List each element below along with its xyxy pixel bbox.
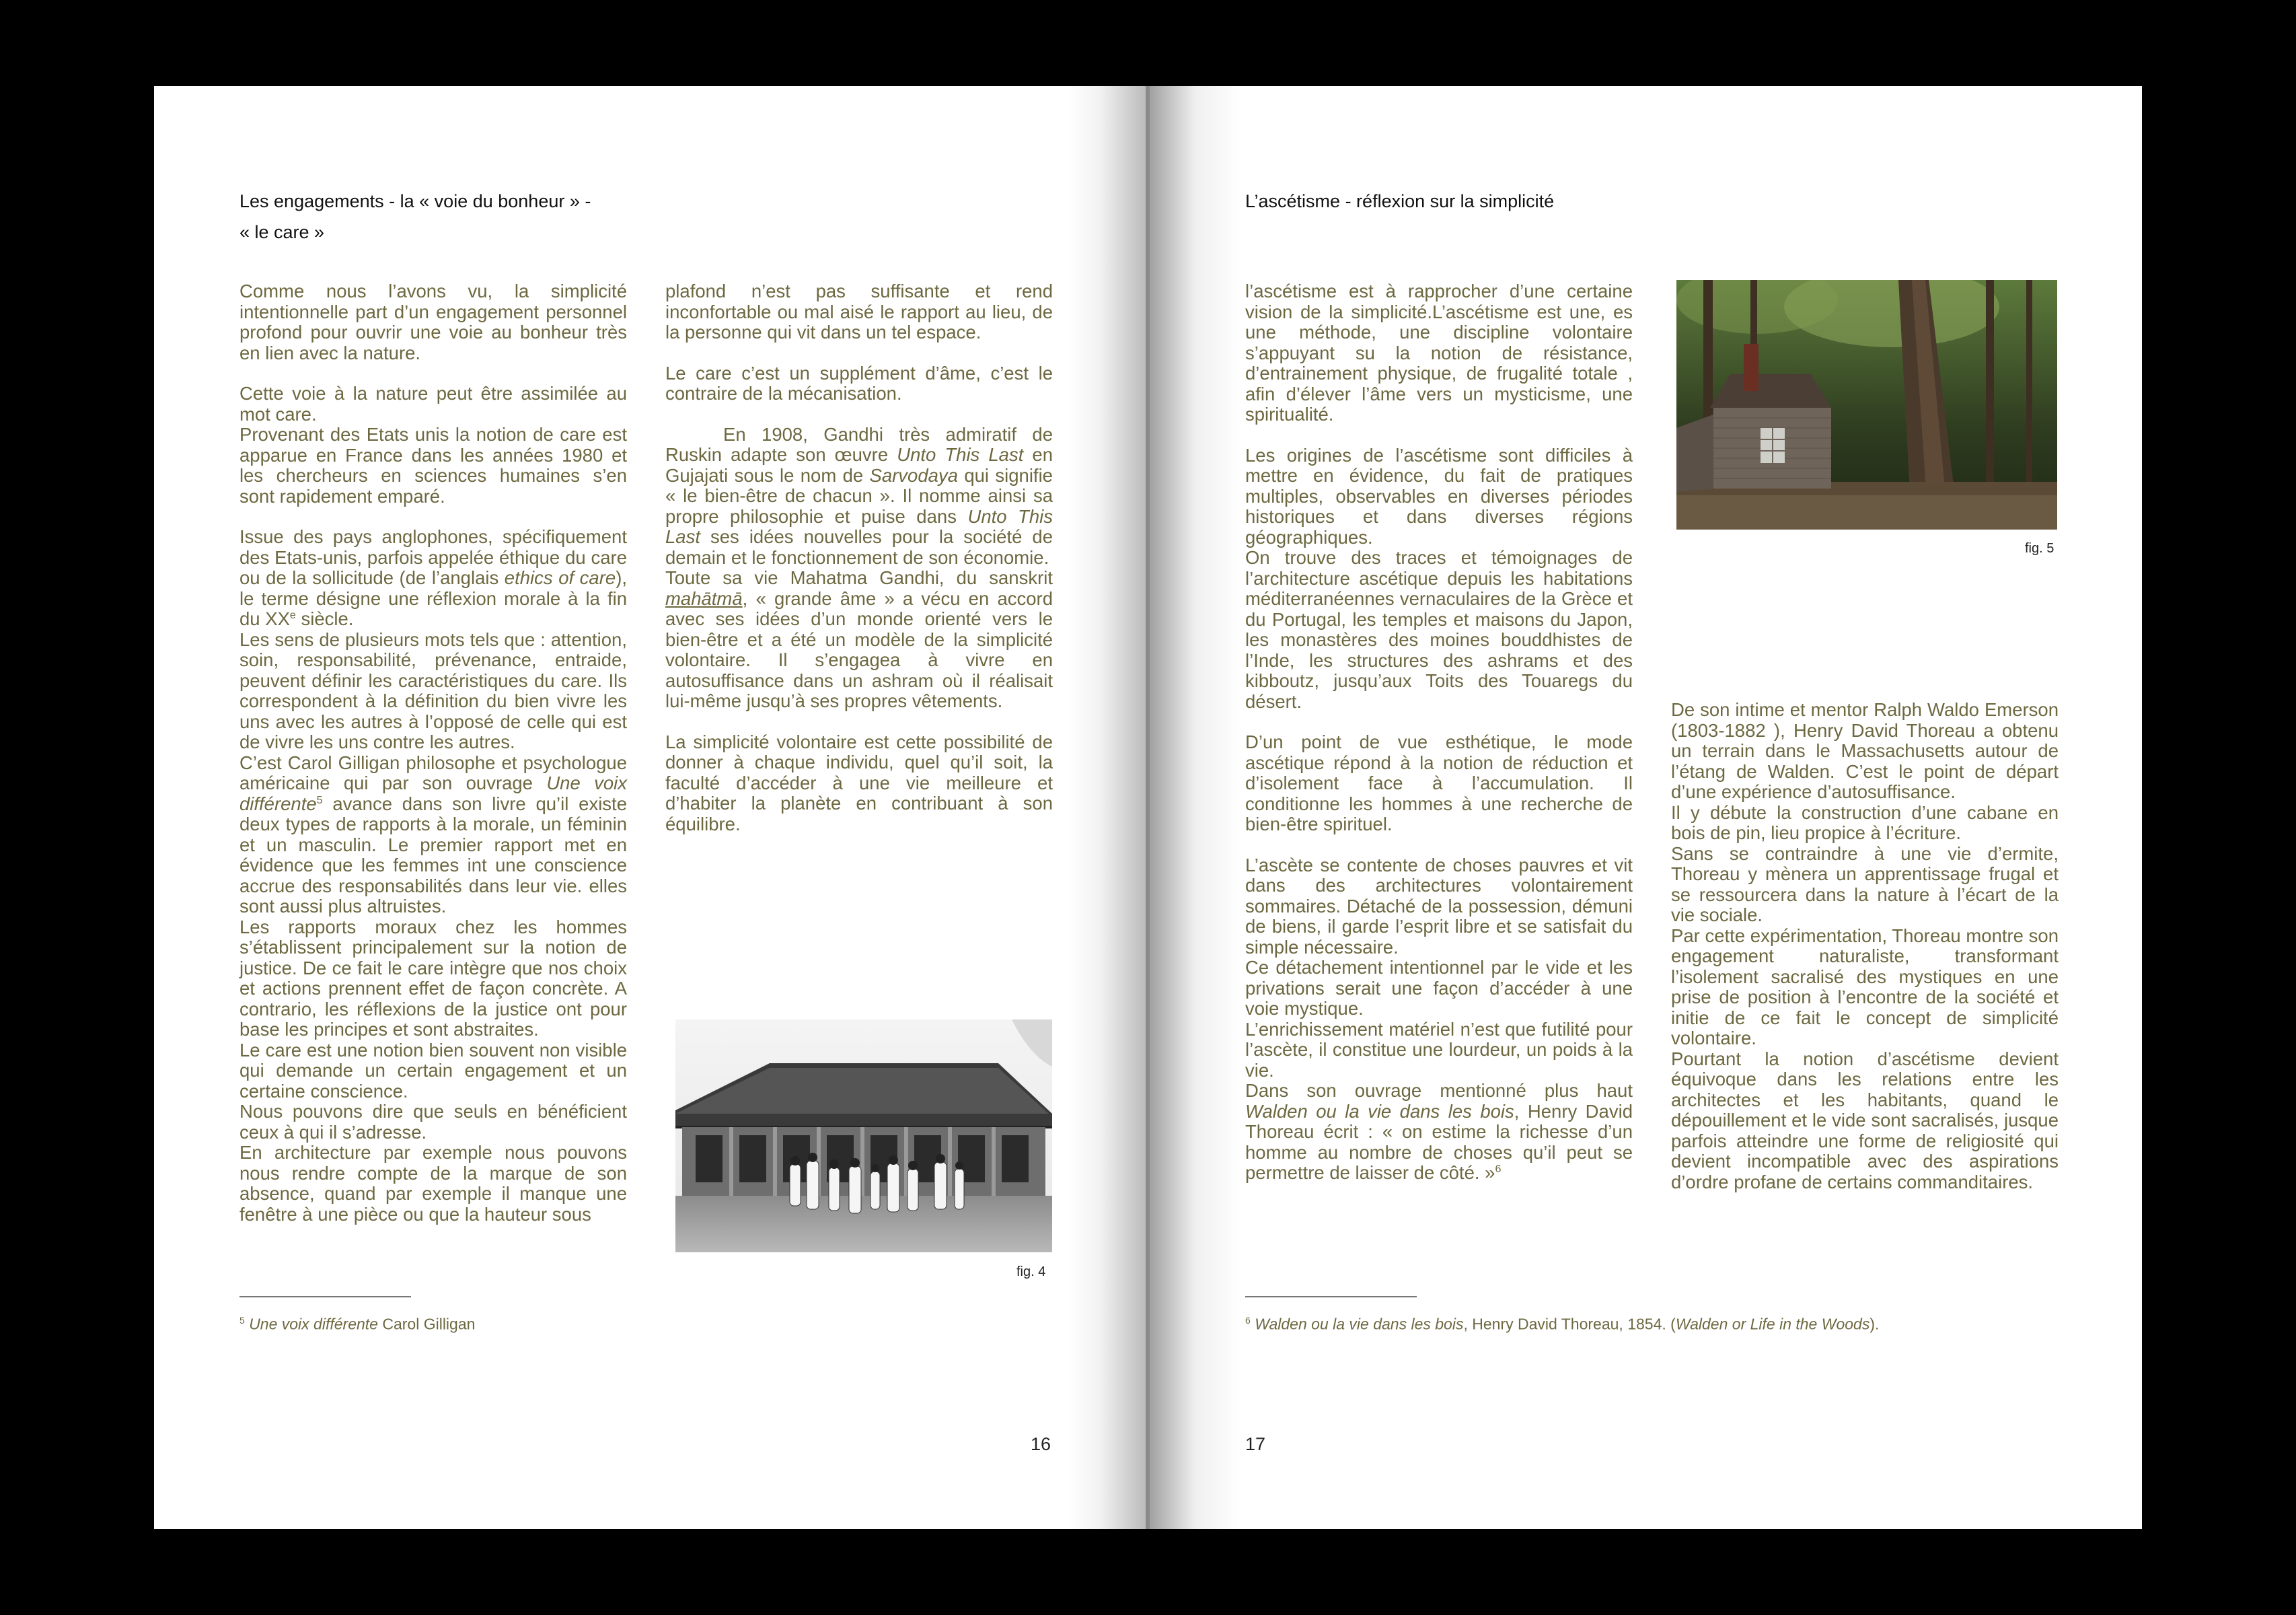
footnote-rule (239, 1296, 411, 1297)
paragraph: Toute sa vie Mahatma Gandhi, du sanskrit mahātmā, « grande âme » a vécu en accord avec ses idées d’un monde orienté vers le bien-être et a été un modèle de la simplicité volontaire. Il s’engagea à vivre en autosuffisance dans un ashram où il réalisait lui-même jusqu’à ses propres vêtements. (665, 567, 1053, 711)
left-gutter-shadow (1068, 86, 1148, 1529)
paragraph: L’ascète se contente de choses pauvres et vit dans des architectures volontairement sommaires. Détaché de la possession, démuni de biens, il garde l’esprit libre et se satisfait du simple nécessaire. (1245, 854, 1633, 958)
book-spread (154, 86, 2142, 1529)
left-column-2 (665, 281, 1053, 855)
paragraph: Comme nous l’avons vu, la simplicité intentionnelle part d’un engagement personnel profond pour ouvrir une voie au bonheur très en lien avec la nature. (239, 281, 627, 363)
left-page-heading (239, 186, 591, 248)
footnote-6: $^6$ Walden ou la vie dans les bois, Henry David Thoreau, 1854. (Walden or Life in the Woods). (1245, 1315, 1880, 1333)
paragraph: L’enrichissement matériel n’est que futilité pour l’ascète, il constitue une lourdeur, un poids à la vie. (1245, 1018, 1633, 1081)
page-number-16: 16 (1031, 1434, 1051, 1454)
left-heading-line2: « le care » (239, 222, 325, 242)
right-page-heading: L’ascétisme - réflexion sur la simplicité (1245, 191, 1555, 211)
paragraph: Il y débute la construction d’une cabane en bois de pin, lieu propice à l’écriture. (1671, 801, 2059, 843)
paragraph: Issue des pays anglophones, spécifiquement des Etats-unis, parfois appelée éthique du care ou de la sollicitude (de l’anglais ethics of care), le terme désigne une réflexion morale à la fin du XXe siècle. (239, 526, 627, 629)
paragraph: Ce détachement intentionnel par le vide et les privations serait une façon d’accéder à une voie mystique. (1245, 957, 1633, 1019)
paragraph: Les origines de l’ascétisme sont difficiles à mettre en évidence, du fait de pratiques multiples, observables en diverses périodes historiques et dans diverses régions géographiques. (1245, 444, 1633, 548)
paragraph: En 1908, Gandhi très admiratif de Ruskin adapte son œuvre Unto This Last en Gujajati sous le nom de Sarvodaya qui signifie « le bien-être de chacun ». Il nomme ainsi sa propre philosophie et puise dans Unto This Last ses idées nouvelles pour la société de demain et le fonctionnement de son économie. (665, 423, 1053, 568)
paragraph: D’un point de vue esthétique, le mode ascétique répond à la notion de réduction et d’isolement face à l’accumulation. Il conditionne les hommes à une recherche de bien-être spirituel. (1245, 731, 1633, 834)
right-page (1148, 86, 2142, 1529)
paragraph: Pourtant la notion d’ascétisme devient équivoque dans les relations entre les architectes et les habitants, quand le dépouillement et le vide sont sacralisés, jusque parfois atteindre une forme de religiosité qui devient incompatible avec des aspirations d’ordre profane de certains commanditaires. (1671, 1048, 2059, 1192)
right-gutter-shadow (1148, 86, 1243, 1529)
paragraph: Sans se contraindre à une vie d’ermite, Thoreau y mènera un apprentissage frugal et se ressourcera dans la nature à l’écart de la vie sociale. (1671, 842, 2059, 925)
paragraph: Les rapports moraux chez les hommes s’établissent principalement sur la notion de justice. De ce fait le care intègre que nos choix et actions prennent effet de façon concrète. A contrario, les réflexions de la justice ont pour base les principes et sont abstraites. (239, 916, 627, 1040)
left-column-1 (239, 281, 627, 1225)
paragraph: De son intime et mentor Ralph Waldo Emerson (1803-1882 ), Henry David Thoreau a obtenu un terrain dans le Massachusetts autour de l’étang de Walden. C’est le point de départ d’une expérience d’autosuffisance. (1671, 699, 2059, 802)
paragraph: En architecture par exemple nous pouvons nous rendre compte de la marque de son absence, quand par exemple il manque une fenêtre à une pièce ou que la hauteur sous (239, 1142, 627, 1225)
fig5-caption: fig. 5 (2025, 541, 2054, 556)
paragraph: plafond n’est pas suffisante et rend inconfortable ou mal aisé le rapport au lieu, de la personne qui vit dans un tel espace. (665, 281, 1053, 343)
book-gutter (1146, 86, 1150, 1529)
paragraph: Le care est une notion bien souvent non visible qui demande un certain engagement et un certaine conscience. (239, 1039, 627, 1102)
paragraph: Les sens de plusieurs mots tels que : attention, soin, responsabilité, prévenance, entraide, peuvent définir les caractéristiques du care. Ils correspondent à la définition du bien vivre les uns avec les autres à l’opposé de celle qui est de vivre les uns contre les autres. (239, 629, 627, 752)
page-number-17: 17 (1245, 1434, 1266, 1454)
gandhi-ashram-photo (675, 1019, 1052, 1252)
paragraph: Nous pouvons dire que seuls en bénéficient ceux à qui il s’adresse. (239, 1101, 627, 1143)
footnote-5: $^5$ Une voix différente Carol Gilligan (239, 1315, 476, 1333)
fig4-caption: fig. 4 (1016, 1264, 1046, 1279)
paragraph: Cette voie à la nature peut être assimilée au mot care. (239, 383, 627, 425)
footnote-rule (1245, 1296, 1417, 1297)
paragraph: Provenant des Etats unis la notion de care est apparue en France dans les années 1980 et les chercheurs en sciences humaines s’en sont rapidement emparé. (239, 424, 627, 507)
paragraph: On trouve des traces et témoignages de l’architecture ascétique depuis les habitations méditerranéennes vernaculaires de la Grèce et du Portugal, les temples et maisons du Japon, les monastères des moines bouddhistes de l’Inde, les structures des ashrams et des kibboutz, jusqu’aux Toits des Touaregs du désert. (1245, 547, 1633, 712)
paragraph: La simplicité volontaire est cette possibilité de donner à chaque individu, quel qu’il soit, la faculté d’accéder à une vie meilleure et d’habiter la planète en contribuant à son équilibre. (665, 731, 1053, 834)
left-page (154, 86, 1148, 1529)
paragraph: C’est Carol Gilligan philosophe et psychologue américaine qui par son ouvrage Une voix différente$^5$ avance dans son livre qu’il existe deux types de rapports à la morale, un féminin et un masculin. Le premier rapport met en évidence que les femmes int une conscience accrue des responsabilités dans leur vie. elles sont aussi plus altruistes. (239, 752, 627, 917)
right-column-2 (1671, 700, 2059, 1192)
paragraph: l’ascétisme est à rapprocher d’une certaine vision de la simplicité.L’ascétisme est une, es une méthode, une discipline volontaire s’appuyant su la notion de résistance, d’entrainement physique, de frugalité totale , afin d’élever l’âme vers un mysticisme, une spiritualité. (1245, 281, 1633, 425)
paragraph: Par cette expérimentation, Thoreau montre son engagement naturaliste, transformant l’isolement sacralisé des mystiques en une prise de position à l’encontre de la société et initie de ce fait le concept de simplicité volontaire. (1671, 925, 2059, 1048)
paragraph: Le care c’est un supplément d’âme, c’est le contraire de la mécanisation. (665, 362, 1053, 404)
left-heading-line1: Les engagements - la « voie du bonheur » - (239, 191, 591, 211)
paragraph: Dans son ouvrage mentionné plus haut Walden ou la vie dans les bois, Henry David Thoreau écrit : « on estime la richesse d’un homme au nombre de choses qu’il peut se permettre de laisser de côté. »$^6$ (1245, 1080, 1633, 1183)
right-column-1 (1245, 281, 1633, 1184)
thoreau-cabin-photo (1676, 280, 2057, 530)
